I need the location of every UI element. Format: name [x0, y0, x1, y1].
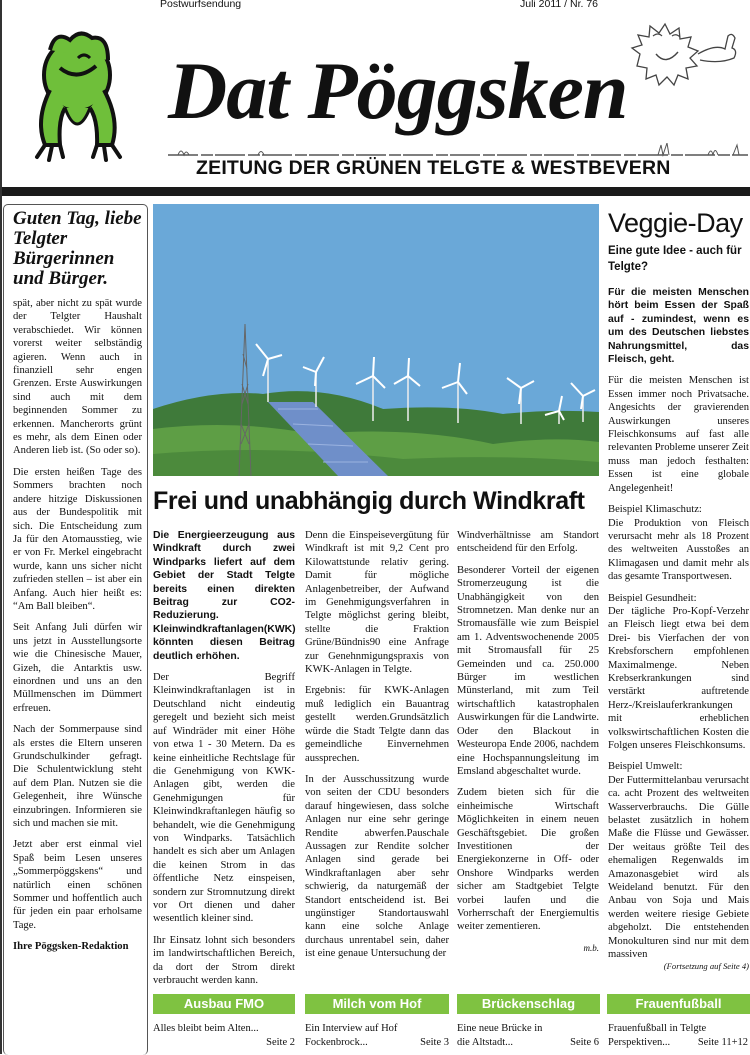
veggie-example [608, 503, 749, 583]
example-heading: Beispiel Klimaschutz: [608, 504, 702, 516]
article-paragraph: Denn die Einspeisevergütung für Windkraft ist mit 9,2 Cent pro Kilowattstunde relativ gering. Damit für mögliche Anlagenbetreiber, der Aufwand im Genehmigungsverfahren in Telgte möglichst gering bleibt, stellte die Fraktion Grüne/Bündnis90 eine Anfrage zur Genehnmigungspraxis von KWK-Anlagen in Telgte. [305, 530, 449, 676]
article-column-2 [305, 529, 449, 969]
teaser-item[interactable] [153, 1022, 295, 1048]
article-paragraph: In der Ausschussitzung wurde von seiten der CDU besonders darauf hingewiesen, dass solche Anlagen nur eine sehr geringe Rendite abwerfen.Pauschale Aussagen zur Rendite solcher Anlagen sind gerade bei Windkraftanlagen aber sehr schwierig, da naturgemäß der Standort entscheidend ist. Bei ungünstiger Standortauswahl kann eine solche Anlage durchaus unrentabel sein, daher ist eine genaue Untersuchung der [305, 773, 449, 960]
article-paragraph: Der Begriff Kleinwindkraftanlagen ist in Deutschland nicht eindeutig geregelt und bezieht sich meist auf Windräder mit einer Höhe von etwa 1 - 30 Metern. Da es keine einheitliche Rechtslage für die Genehmigung von KWK-Anlagen gibt, werden die Genehmigungen für Kleinwindkraftanlegen häufig so behandelt, wie die Genehmigung von Windparks. Tatsächlich handelt es sich aber um Anlagen die keinen Strom in das öffentliche Netz einspeisen, sondern zur Stromnutzung direkt vor Ort dienen und daher wesentlich kleiner sind. [153, 672, 295, 925]
teaser-page: Seite 6 [570, 1037, 599, 1048]
teaser-text: Alles bleibt beim Alten... [153, 1023, 259, 1034]
example-text: Die Produktion von Fleisch verursacht mehr als 18 Prozent des weltweiten Ausstoßes an Klimagasen und damit mehr als das gesamte Transportwesen. [608, 517, 749, 583]
veggie-title: Veggie-Day [608, 208, 743, 238]
grass-divider-icon [168, 143, 748, 157]
windpark-photo [153, 204, 599, 476]
veggie-intro: Für die meisten Menschen ist Essen immer noch Privatsache. Angesichts der gravierenden Auswirkungen unseres Fleischkonsums auf fast alle relevanten Probleme unserer Zeit muss man jedoch festhalten: Essen ist eine globale Angelegenheit! [608, 375, 749, 494]
article-paragraph: Ihr Einsatz lohnt sich besonders im landwirtschaftlichen Bereich, da dort der Strom direkt verbraucht werden kann. [153, 934, 295, 986]
veggie-lead: Für die meisten Menschen hört beim Essen der Spaß auf - zumindest, wenn es um des Deutschen liebstes Nahrungsmittel, das Fleisch, geht. [608, 287, 749, 366]
teaser-page: Seite 3 [420, 1037, 449, 1048]
editorial-signature: Ihre Pöggsken-Redaktion [13, 941, 129, 953]
newspaper-title: Dat Pöggsken [168, 45, 628, 136]
editorial-box [3, 204, 148, 1055]
article-column-1 [153, 529, 295, 995]
teaser-title[interactable]: Milch vom Hof [305, 994, 449, 1014]
article-author: m.b. [583, 942, 599, 953]
editorial-paragraph: Die ersten heißen Tage des Sommers brachten noch andere hitzige Diskussionen aus der Bundespolitik mit sich. Die Entscheidung zum Ja für den Atomausstieg, wie er von Fr. Merkel eingebracht wurde, kann uns sicher nicht zufrieden stellen – ist aber ein Anfang. Auch hier heißt es: “Am Ball bleiben“. [13, 466, 142, 612]
sun-thumbs-up-icon [620, 14, 745, 94]
example-heading: Beispiel Gesundheit: [608, 592, 697, 604]
masthead-bar [2, 187, 750, 196]
editorial-paragraph: spät, aber nicht zu spät wurde der Telgter Haushalt verabschiedet. Wir können vorerst weiter selbständig agieren. Wenn auch in finanziell sehr engen Grenzen. Erste Auswirkungen sind auch mit dem beginnenden Sommer zu erkennen. Mancherorts grünt es mehr, als dem Einen oder Anderen lieb ist. (So oder so). [13, 298, 142, 457]
page-left-rule [0, 0, 2, 1054]
teaser-title[interactable]: Frauenfußball [607, 994, 750, 1014]
veggie-subtitle: Eine gute Idee - auch für Telgte? [608, 245, 742, 273]
article-lead: Die Energieerzeugung aus Windkraft durch zwei Windparks liefert auf dem Gebiet der Stadt Telgte bereits einen direkten Beitrag zur CO2-Reduzierung. Kleinwindkraftanlagen(KWK) könnten diesen Beitrag deutlich erhöhen. [153, 530, 296, 662]
teaser-title[interactable]: Ausbau FMO [153, 994, 295, 1014]
teaser-item[interactable] [305, 1022, 449, 1050]
teaser-text: Eine neue Brücke in die Altstadt... [457, 1023, 543, 1048]
example-text: Der tägliche Pro-Kopf-Verzehr an Fleisch liegt etwa bei dem Drei- bis Vierfachen der von Krebsforschern empfohlenen Maximalmenge. Neben Krebserkrankungen sind verstärkt auftretende Herz-/Kreislauferkrankungen mit erheblichen volkswirtschaftlichen Kosten die Folgen unseres Fleischkonsums. [608, 605, 749, 751]
article-headline: Frei und unabhängig durch Windkraft [153, 487, 585, 515]
editorial-paragraph: Jetzt aber erst einmal viel Spaß beim Lesen unseres „Sommerpöggskens“ und natürlich einen schönen Sommer und hoffentlich auch für jeden ein paar erholsame Tage. [13, 839, 142, 931]
teaser-text: Frauenfußball in Telgte Perspektiven... [608, 1023, 707, 1048]
teaser-item[interactable] [608, 1022, 748, 1050]
veggie-example [608, 760, 749, 961]
teaser-page: Seite 11+12 [697, 1037, 748, 1048]
example-text: Der Futtermittelanbau verursacht ca. acht Prozent des weltweiten Wasserverbrauchs. Die Gülle belastet zusätzlich in hohem Maße die Flüsse und Gewässer. Der weitaus größte Teil des ehemaligen Regenwalds im Amazonasgebiet wird als Weideland benutzt. Für den Anbau von Soja und Mais werden weitere riesige Gebiete abgeholzt. Die entstehenden Monokulturen sind nur mit dem massiven [608, 774, 749, 961]
article-paragraph: Windverhältnisse am Standort entscheidend für den Erfolg. [457, 530, 599, 555]
article-paragraph: Ergebnis: für KWK-Anlagen muß lediglich ein Bauantrag gestellt werden.Grundsätzlich würde die Stadt Telgte dann das gemeindliche Einvernehmen aussprechen. [305, 685, 449, 764]
article-paragraph: Zudem bieten sich für die einheimische Wirtschaft Möglichkeiten in einem neuen Geschäftsgebiet. Die großen Investitionen der Energiekonzerne in Off- oder Onshore Windparks werden sicher am Stadtgebiet Telgte vorbei laufen und die Vorherrschaft der Energiemultis weiter zementieren. [457, 787, 599, 933]
editorial-body [13, 297, 142, 962]
issue-number: Juli 2011 / Nr. 76 [520, 0, 599, 10]
frog-icon [20, 20, 135, 170]
teaser-title[interactable]: Brückenschlag [457, 994, 600, 1014]
article-paragraph: Besonderer Vorteil der eigenen Stromerzeugung ist die Unabhängigkeit von den Stromnetzen. Man denke nur an Stromausfälle wie zum Beispiel am 1. Adventswochenende 2005 mit Stromausfall für 25 Gemeinden und ca. 250.000 Bürger im westlichen Münsterland, mit zum Teil wirtschaftlich katastrophalen Auswirkungen für die Landwirte. Oder den Blackout in Westeuropa Ende 2006, nachdem eine Hochspannungsleitung im Emsland abgeschaltet wurde. [457, 564, 599, 777]
delivery-note: Postwurfsendung [160, 0, 242, 10]
veggie-example [608, 592, 749, 753]
article-column-3 [457, 529, 599, 963]
teaser-text: Ein Interview auf Hof Fockenbrock... [305, 1023, 398, 1048]
teaser-item[interactable] [457, 1022, 599, 1050]
teaser-page: Seite 2 [266, 1037, 295, 1048]
continued-note[interactable]: (Fortsetzung auf Seite 4) [663, 960, 749, 971]
newspaper-subtitle: ZEITUNG DER GRÜNEN TELGTE & WESTBEVERN [196, 157, 671, 179]
editorial-paragraph: Seit Anfang Juli dürfen wir uns jetzt in Ausstellungsorte wie die Chinesische Mauer, Gizeh, die Antarktis usw. einordnen und uns an den Müllmenschen im Dümmert erfreuen. [13, 622, 142, 714]
example-heading: Beispiel Umwelt: [608, 761, 683, 773]
veggie-column [608, 286, 749, 973]
editorial-title: Guten Tag, liebe Telgter Bürgerinnen und Bürger. [13, 208, 142, 289]
editorial-paragraph: Nach der Sommerpause sind als erstes die Eltern unseren Grundschulkinder gefragt. Die Schulentwicklung steht auf dem Plan. Nutzen sie die Gelegenheit, ihre Wünsche einzubringen. Informieren sie sich und machen sie mit. [13, 724, 142, 830]
